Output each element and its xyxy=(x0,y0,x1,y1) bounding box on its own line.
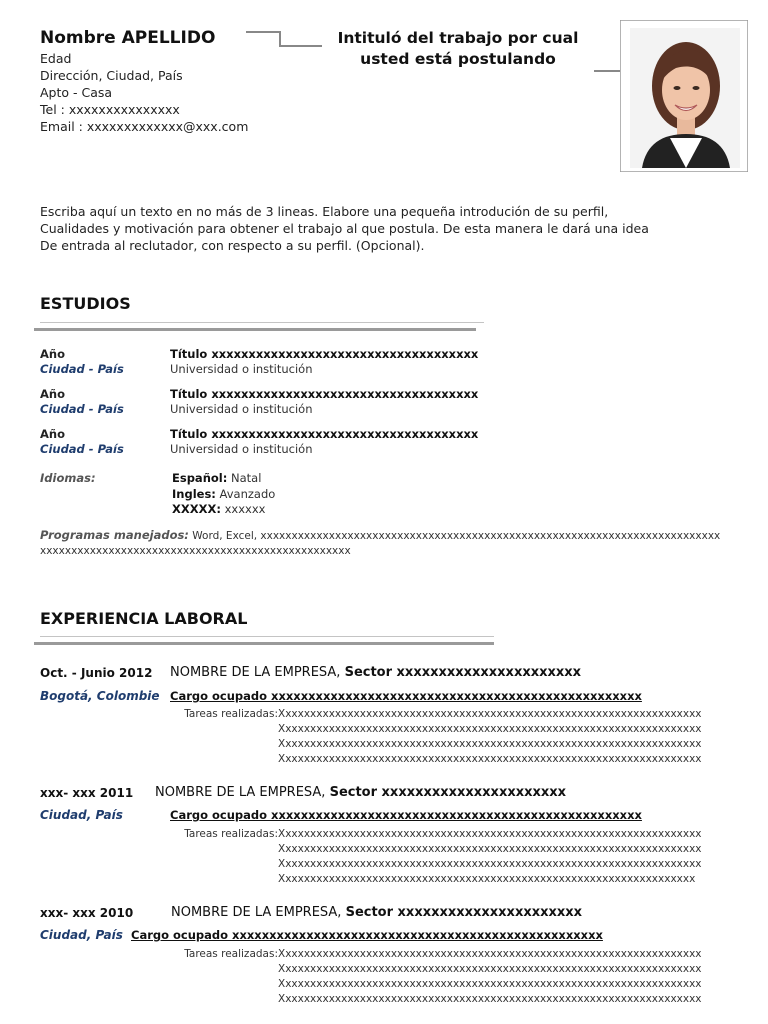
contact-info xyxy=(40,50,248,135)
edu-city: Ciudad - País xyxy=(40,402,124,416)
section-title-experiencia: EXPERIENCIA LABORAL xyxy=(40,609,248,628)
tasks-label: Tareas realizadas: xyxy=(184,828,278,840)
software-list-cont: xxxxxxxxxxxxxxxxxxxxxxxxxxxxxxxxxxxxxxxxxxxxxxxxxx xyxy=(40,545,351,557)
divider xyxy=(40,322,484,323)
job-tasks: Tareas realizadas:Xxxxxxxxxxxxxxxxxxxxxxxxxxxxxxxxxxxxxxxxxxxxxxxxxxxxxxxxxxxxxxxxxxxx Xxxxxxxxxxxxxxxxxxxxxxxxxxxxxxxxxxxxxxxxxxxxxxxxxxxxxxxxxxxxxxxxxxxx Xxxxxxxxxxxxxxxxxxxxxxxxxxxxxxxxxxxxxxxxxxxxxxxxxxxxxxxxxxxxxxxxxxxx Xxxxxxxxxxxxxxxxxxxxxxxxxxxxxxxxxxxxxxxxxxxxxxxxxxxxxxxxxxxxxxxxxxxx xyxy=(170,947,702,1007)
job-city: Bogotá, Colombie xyxy=(40,689,160,703)
candidate-name: Nombre APELLIDO xyxy=(40,28,216,48)
edu-year: Año xyxy=(40,387,65,401)
divider xyxy=(34,642,494,645)
edu-institution: Universidad o institución xyxy=(170,442,313,456)
edu-institution: Universidad o institución xyxy=(170,402,313,416)
section-title-estudios: ESTUDIOS xyxy=(40,294,131,313)
job-tasks: Tareas realizadas:Xxxxxxxxxxxxxxxxxxxxxxxxxxxxxxxxxxxxxxxxxxxxxxxxxxxxxxxxxxxxxxxxxxxx Xxxxxxxxxxxxxxxxxxxxxxxxxxxxxxxxxxxxxxxxxxxxxxxxxxxxxxxxxxxxxxxxxxxx Xxxxxxxxxxxxxxxxxxxxxxxxxxxxxxxxxxxxxxxxxxxxxxxxxxxxxxxxxxxxxxxxxxxx Xxxxxxxxxxxxxxxxxxxxxxxxxxxxxxxxxxxxxxxxxxxxxxxxxxxxxxxxxxxxxxxxxxxx xyxy=(170,707,702,767)
intro-line: De entrada al reclutador, con respecto a su perfil. (Opcional). xyxy=(40,238,425,253)
address: Dirección, Ciudad, País xyxy=(40,68,183,83)
job-company: NOMBRE DE LA EMPRESA, Sector xxxxxxxxxxxxxxxxxxxxxx xyxy=(170,665,582,680)
job-dates: xxx- xxx 2011 xyxy=(40,786,134,800)
edu-institution: Universidad o institución xyxy=(170,362,313,376)
job-title-line-1: Intituló del trabajo por cual xyxy=(337,29,579,47)
job-title-line-2: usted está postulando xyxy=(360,50,556,68)
software-label: Programas manejados: xyxy=(40,528,189,542)
apartment: Apto - Casa xyxy=(40,85,113,100)
age: Edad xyxy=(40,51,72,66)
job-title xyxy=(318,28,598,70)
edu-year: Año xyxy=(40,347,65,361)
email: Email : xxxxxxxxxxxxx@xxx.com xyxy=(40,119,249,134)
job-city: Ciudad, País xyxy=(40,808,123,822)
job-dates: Oct. - Junio 2012 xyxy=(40,666,153,680)
software-skills xyxy=(40,528,740,559)
intro-line: Cualidades y motivación para obtener el trabajo al que postula. De esta manera le dará una idea xyxy=(40,221,649,236)
connector-line-left xyxy=(244,28,324,50)
language-item: Ingles: Avanzado xyxy=(172,487,276,501)
divider xyxy=(40,636,494,637)
edu-degree: Título xxxxxxxxxxxxxxxxxxxxxxxxxxxxxxxxxxxx xyxy=(170,347,479,361)
job-dates: xxx- xxx 2010 xyxy=(40,906,134,920)
edu-year: Año xyxy=(40,427,65,441)
job-company: NOMBRE DE LA EMPRESA, Sector xxxxxxxxxxxxxxxxxxxxxx xyxy=(155,785,567,800)
edu-degree: Título xxxxxxxxxxxxxxxxxxxxxxxxxxxxxxxxxxxx xyxy=(170,427,479,441)
divider xyxy=(34,328,476,331)
edu-city: Ciudad - País xyxy=(40,442,124,456)
edu-degree: Título xxxxxxxxxxxxxxxxxxxxxxxxxxxxxxxxxxxx xyxy=(170,387,479,401)
job-position: Cargo ocupado xxxxxxxxxxxxxxxxxxxxxxxxxxxxxxxxxxxxxxxxxxxxxxxxxx xyxy=(170,808,642,822)
languages-label: Idiomas: xyxy=(40,471,96,485)
job-tasks: Tareas realizadas:Xxxxxxxxxxxxxxxxxxxxxxxxxxxxxxxxxxxxxxxxxxxxxxxxxxxxxxxxxxxxxxxxxxxx Xxxxxxxxxxxxxxxxxxxxxxxxxxxxxxxxxxxxxxxxxxxxxxxxxxxxxxxxxxxxxxxxxxxx Xxxxxxxxxxxxxxxxxxxxxxxxxxxxxxxxxxxxxxxxxxxxxxxxxxxxxxxxxxxxxxxxxxxx Xxxxxxxxxxxxxxxxxxxxxxxxxxxxxxxxxxxxxxxxxxxxxxxxxxxxxxxxxxxxxxxxxxx xyxy=(170,827,702,887)
language-item: Español: Natal xyxy=(172,471,262,485)
language-item: XXXXX: xxxxxx xyxy=(172,502,266,516)
job-company: NOMBRE DE LA EMPRESA, Sector xxxxxxxxxxxxxxxxxxxxxx xyxy=(171,905,583,920)
profile-photo xyxy=(620,20,748,172)
job-position: Cargo ocupado xxxxxxxxxxxxxxxxxxxxxxxxxxxxxxxxxxxxxxxxxxxxxxxxxx xyxy=(131,928,603,942)
tasks-label: Tareas realizadas: xyxy=(184,708,278,720)
software-list: Word, Excel, xxxxxxxxxxxxxxxxxxxxxxxxxxxxxxxxxxxxxxxxxxxxxxxxxxxxxxxxxxxxxxxxxxxxxxxxxx xyxy=(192,530,721,542)
tasks-label: Tareas realizadas: xyxy=(184,948,278,960)
job-city: Ciudad, País xyxy=(40,928,123,942)
intro-line: Escriba aquí un texto en no más de 3 lineas. Elabore una pequeña introdución de su perfil, xyxy=(40,204,609,219)
edu-city: Ciudad - País xyxy=(40,362,124,376)
phone: Tel : xxxxxxxxxxxxxxx xyxy=(40,102,180,117)
profile-intro xyxy=(40,203,649,254)
job-position: Cargo ocupado xxxxxxxxxxxxxxxxxxxxxxxxxxxxxxxxxxxxxxxxxxxxxxxxxx xyxy=(170,689,642,703)
